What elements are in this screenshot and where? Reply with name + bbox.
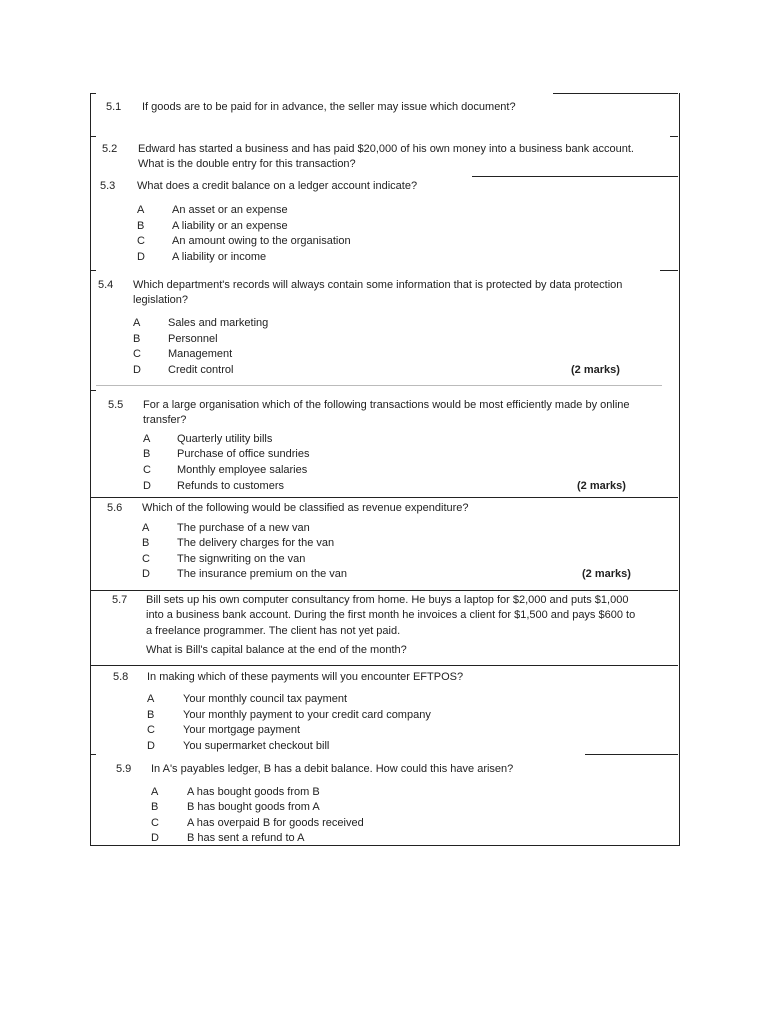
divider <box>90 136 96 137</box>
option-text: The purchase of a new van <box>177 522 310 534</box>
option-letter: D <box>142 568 150 580</box>
option-letter: A <box>143 433 151 445</box>
marks-label: (2 marks) <box>577 480 626 492</box>
option-letter: D <box>137 251 145 263</box>
question-text: If goods are to be paid for in advance, the seller may issue which document? <box>142 101 516 113</box>
question-number: 5.8 <box>113 671 129 683</box>
option-text: B has sent a refund to A <box>187 832 305 844</box>
option-letter: B <box>133 333 141 345</box>
option-text: A has bought goods from B <box>187 786 320 798</box>
divider <box>472 176 678 177</box>
option-text: B has bought goods from A <box>187 801 320 813</box>
option-text: Your monthly council tax payment <box>183 693 348 705</box>
question-text: Bill sets up his own computer consultancy from home. He buys a laptop for $2,000 and puts $1,000 <box>146 594 629 606</box>
question-number: 5.4 <box>98 279 114 291</box>
divider <box>90 93 96 94</box>
option-text: An asset or an expense <box>172 204 288 216</box>
option-text: Credit control <box>168 364 234 376</box>
option-letter: C <box>137 235 145 247</box>
option-text: A liability or income <box>172 251 267 263</box>
marks-label: (2 marks) <box>571 364 620 376</box>
divider-tick <box>90 93 91 102</box>
divider <box>90 270 96 271</box>
option-letter: B <box>143 448 151 460</box>
divider <box>553 93 678 94</box>
question-number: 5.5 <box>108 399 124 411</box>
question-text: Which department's records will always contain some information that is protected by data protection <box>133 279 623 291</box>
question-text: In A's payables ledger, B has a debit balance. How could this have arisen? <box>151 763 514 775</box>
question-text: For a large organisation which of the following transactions would be most efficiently made by online <box>143 399 630 411</box>
marks-label: (2 marks) <box>582 568 631 580</box>
question-number: 5.1 <box>106 101 122 113</box>
question-text: In making which of these payments will you encounter EFTPOS? <box>147 671 464 683</box>
divider <box>670 136 678 137</box>
option-letter: B <box>151 801 159 813</box>
question-text: transfer? <box>143 414 187 426</box>
question-text: Which of the following would be classified as revenue expenditure? <box>142 502 469 514</box>
option-text: The insurance premium on the van <box>177 568 347 580</box>
question-text: legislation? <box>133 294 189 306</box>
option-letter: D <box>143 480 151 492</box>
option-letter: A <box>137 204 145 216</box>
option-text: Your monthly payment to your credit card company <box>183 709 431 721</box>
option-letter: B <box>142 537 150 549</box>
option-text: An amount owing to the organisation <box>172 235 351 247</box>
option-letter: C <box>133 348 141 360</box>
option-letter: C <box>147 724 155 736</box>
option-letter: B <box>147 709 155 721</box>
question-text: a freelance programmer. The client has not yet paid. <box>146 625 401 637</box>
divider <box>96 385 662 386</box>
option-letter: A <box>151 786 159 798</box>
option-letter: D <box>133 364 141 376</box>
option-letter: D <box>147 740 155 752</box>
question-text: What is the double entry for this transaction? <box>138 158 356 170</box>
option-text: Refunds to customers <box>177 480 284 492</box>
option-text: Management <box>168 348 233 360</box>
divider <box>90 665 678 666</box>
question-text: into a business bank account. During the first month he invoices a client for $1,500 and pays $600 to <box>146 609 636 621</box>
question-number: 5.7 <box>112 594 128 606</box>
question-number: 5.2 <box>102 143 118 155</box>
option-text: The delivery charges for the van <box>177 537 335 549</box>
option-text: Quarterly utility bills <box>177 433 273 445</box>
option-text: You supermarket checkout bill <box>183 740 330 752</box>
option-letter: A <box>142 522 150 534</box>
option-letter: D <box>151 832 159 844</box>
option-letter: A <box>133 317 141 329</box>
option-text: A liability or an expense <box>172 220 288 232</box>
option-text: Your mortgage payment <box>183 724 300 736</box>
question-text: What is Bill's capital balance at the end of the month? <box>146 644 407 656</box>
question-number: 5.6 <box>107 502 123 514</box>
option-text: Monthly employee salaries <box>177 464 308 476</box>
divider <box>90 497 678 498</box>
question-number: 5.3 <box>100 180 116 192</box>
divider <box>90 754 96 755</box>
option-letter: C <box>142 553 150 565</box>
option-text: Personnel <box>168 333 218 345</box>
question-number: 5.9 <box>116 763 132 775</box>
divider <box>90 590 678 591</box>
option-letter: B <box>137 220 145 232</box>
question-text: What does a credit balance on a ledger account indicate? <box>137 180 418 192</box>
option-text: The signwriting on the van <box>177 553 306 565</box>
option-text: Sales and marketing <box>168 317 269 329</box>
option-letter: A <box>147 693 155 705</box>
option-text: Purchase of office sundries <box>177 448 310 460</box>
option-letter: C <box>143 464 151 476</box>
divider <box>585 754 678 755</box>
divider <box>90 390 96 391</box>
divider <box>660 270 678 271</box>
option-text: A has overpaid B for goods received <box>187 817 364 829</box>
question-text: Edward has started a business and has paid $20,000 of his own money into a business bank account. <box>138 143 634 155</box>
option-letter: C <box>151 817 159 829</box>
